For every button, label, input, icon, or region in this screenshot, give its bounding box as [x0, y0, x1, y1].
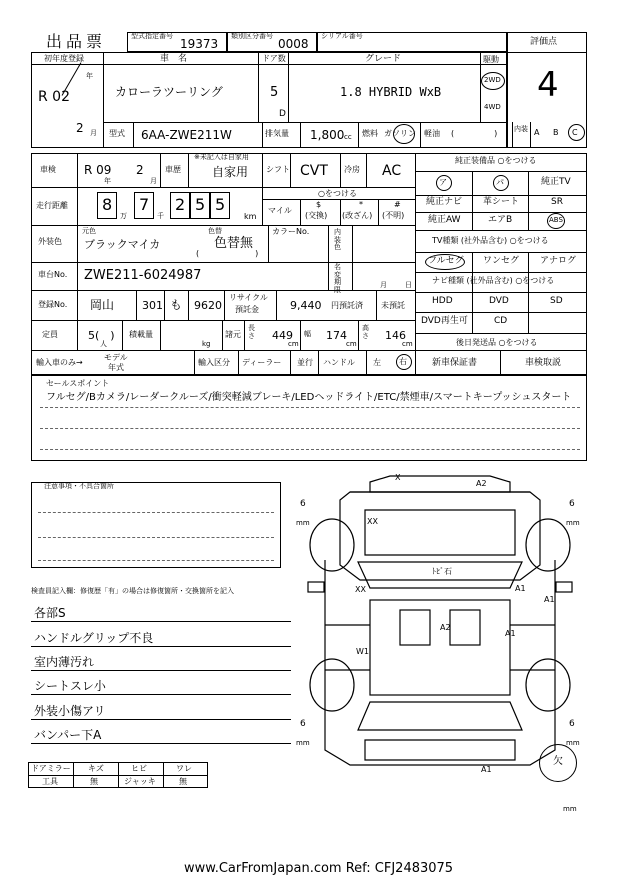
rear-right-wheel — [526, 659, 570, 711]
note-item-4: シートスレ小 — [34, 679, 106, 693]
model-code: 6AA-ZWE211W — [141, 128, 232, 142]
car-name: カローラツーリング — [115, 85, 223, 99]
reg-num2: 9620 — [194, 299, 222, 312]
model-cert-label: 型式指定番号 — [131, 32, 173, 40]
car-damage-diagram — [290, 470, 590, 770]
note-item-2: ハンドルグリップ不良 — [34, 631, 154, 645]
form-title: 出品票 — [46, 32, 107, 51]
note-item-3: 室内薄汚れ — [34, 655, 95, 669]
car-name-label: 車 名 — [160, 54, 188, 64]
grade-label: グレード — [365, 54, 402, 64]
inspection-value: R 09 — [84, 163, 112, 177]
recycle-amount: 9,440 — [290, 299, 322, 312]
width-value: 174 — [326, 329, 347, 342]
note-item-1: 各部S — [34, 606, 66, 620]
category-value: 0008 — [278, 37, 309, 51]
door-count: 5 — [270, 85, 279, 100]
serial-label: シリアル番号 — [321, 32, 363, 40]
capacity-value: 5( ) — [88, 329, 115, 342]
mileage-d5: 5 — [215, 195, 226, 214]
mileage-d2: 7 — [139, 195, 150, 214]
reg-place: 岡山 — [90, 298, 115, 312]
inspection-month: 2 — [136, 163, 144, 177]
footer-watermark: www.CarFromJapan.com Ref: CFJ2483075 — [184, 861, 454, 876]
front-left-wheel — [310, 519, 354, 571]
note-item-5: 外装小傷アリ — [34, 704, 106, 718]
shift-value: CVT — [300, 163, 328, 179]
mileage-d1: 8 — [102, 195, 113, 214]
front-right-wheel — [526, 519, 570, 571]
category-label: 類別区分番号 — [231, 32, 273, 40]
mileage-d3: 2 — [175, 195, 186, 214]
reg-kana: も — [170, 298, 183, 312]
rating-label: 評価点 — [530, 37, 558, 47]
chassis-number: ZWE211-6024987 — [84, 268, 202, 283]
sales-points-text: フルセグ/Bカメラ/レーダークルーズ/衝突軽減ブレーキ/LEDヘッドライト/ETC/禁煙車/スマートキープッシュスタート — [46, 392, 572, 403]
original-color: ブラックマイカ — [84, 238, 161, 251]
drive-label: 駆動 — [483, 55, 499, 64]
color-change: 色替無 — [214, 236, 254, 251]
reg-num1: 301 — [142, 299, 163, 312]
ac-value: AC — [382, 163, 402, 179]
note-item-6: バンパー下A — [34, 728, 102, 742]
length-value: 449 — [272, 329, 293, 342]
usage-value: 自家用 — [212, 165, 249, 179]
mileage-d4: 5 — [195, 195, 206, 214]
grade-value: 1.8 HYBRID WxB — [340, 85, 442, 99]
height-value: 146 — [385, 329, 406, 342]
displacement: 1,800 — [310, 128, 345, 142]
first-reg-year: R 02 — [38, 89, 70, 105]
first-reg-label: 初年度登録 — [44, 54, 84, 63]
model-cert-value: 19373 — [180, 37, 219, 51]
fuel-value: ガソリン — [384, 129, 416, 138]
first-reg-month: 2 — [76, 121, 84, 135]
front-bumper-shape — [370, 476, 510, 492]
rear-left-wheel — [310, 659, 354, 711]
rating-value: 4 — [537, 65, 559, 105]
door-label: ドア数 — [262, 54, 286, 63]
notes-box — [31, 482, 281, 568]
